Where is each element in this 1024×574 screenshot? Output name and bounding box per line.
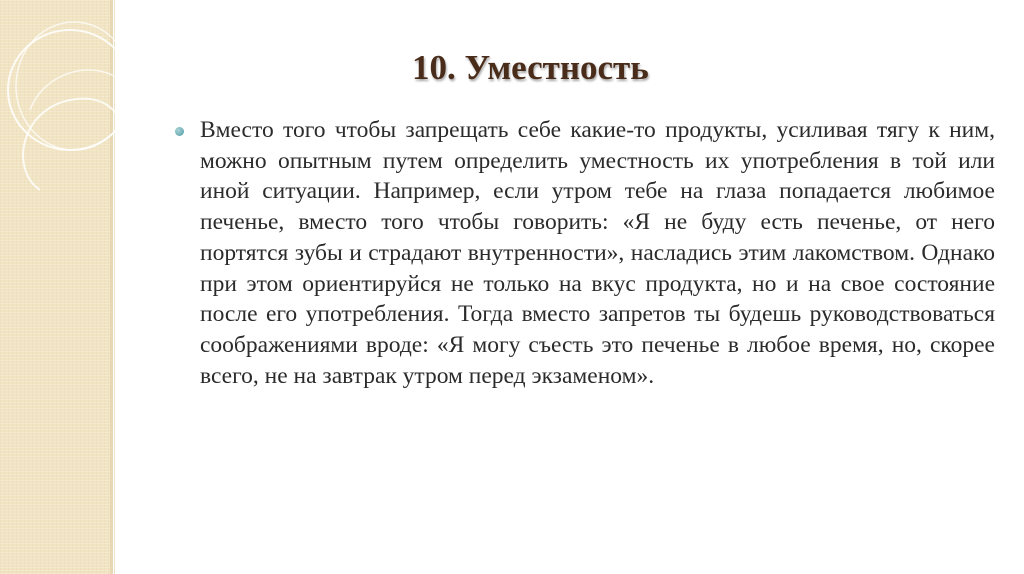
bullet-item <box>175 115 995 391</box>
slide-title: 10. Уместность <box>412 48 649 87</box>
decorative-arcs <box>0 0 140 220</box>
slide-content <box>175 115 995 391</box>
bullet-text: Вместо того чтобы запрещать себе какие-то продукты, усиливая тягу к ним, можно опытным путем определить уместность их употребления в той или иной ситуации. Например, если утром тебе на глаза попадается любимое печенье, вместо того чтобы говорить: «Я не буду есть печенье, от него портятся зубы и страдают внутренности», насладись этим лакомством. Однако при этом ориентируйся не только на вкус продукта, но и на свое состояние после его употребления. Тогда вместо запретов ты будешь руководствоваться соображениями вроде: «Я могу съесть это печенье в любое время, но, скорее всего, не на завтрак утром перед экзаменом». <box>200 117 995 389</box>
bullet-dot-icon <box>175 127 184 136</box>
